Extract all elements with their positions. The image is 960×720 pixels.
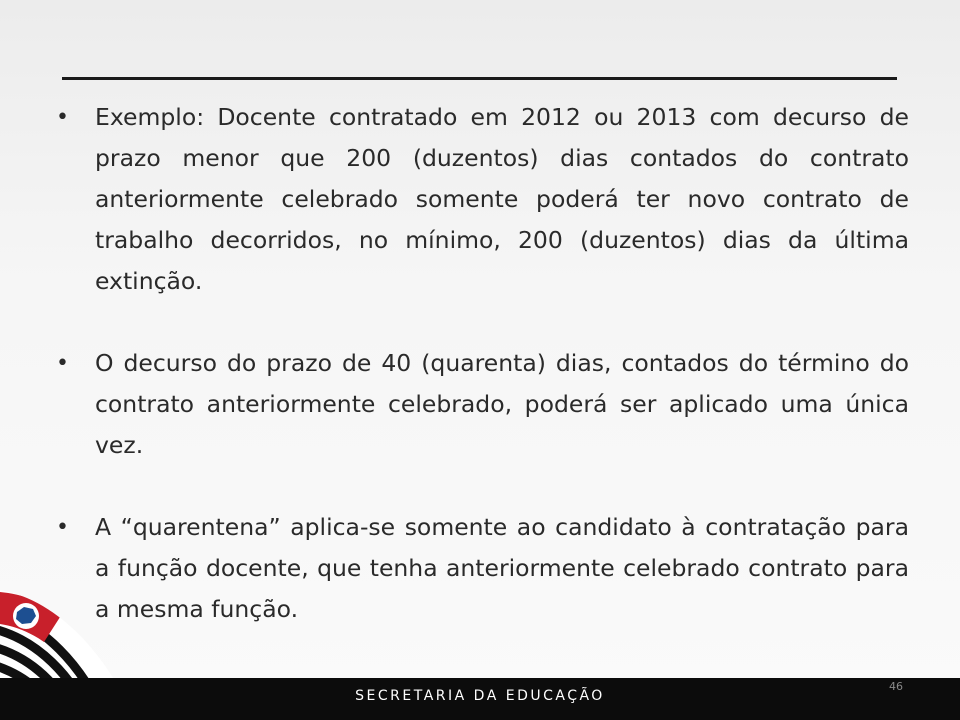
bullet-icon: • [56, 105, 69, 130]
bullet-list [56, 97, 909, 630]
bullet-icon: • [56, 351, 69, 376]
bullet-text-1: Exemplo: Docente contratado em 2012 ou 2013 com decurso de prazo menor que 200 (duzentos) dias contados do contrato anteriormente celebrado somente poderá ter novo contrato de trabalho decorridos, no mínimo, 200 (duzentos) dias da última extinção. [95, 103, 909, 295]
bullet-text-2: O decurso do prazo de 40 (quarenta) dias, contados do término do contrato anteriormente celebrado, poderá ser aplicado uma única vez. [95, 349, 909, 459]
bullet-item-3 [56, 507, 909, 630]
footer-title: SECRETARIA DA EDUCAÇÃO [355, 688, 605, 704]
bullet-text-3: A “quarentena” aplica-se somente ao candidato à contratação para a função docente, que tenha anteriormente celebrado contrato para a mesma função. [95, 513, 909, 623]
page-number: 46 [889, 680, 903, 693]
bullet-item-1 [56, 97, 909, 302]
header-divider [62, 77, 897, 80]
bullet-item-2 [56, 343, 909, 466]
bullet-icon: • [56, 515, 69, 540]
